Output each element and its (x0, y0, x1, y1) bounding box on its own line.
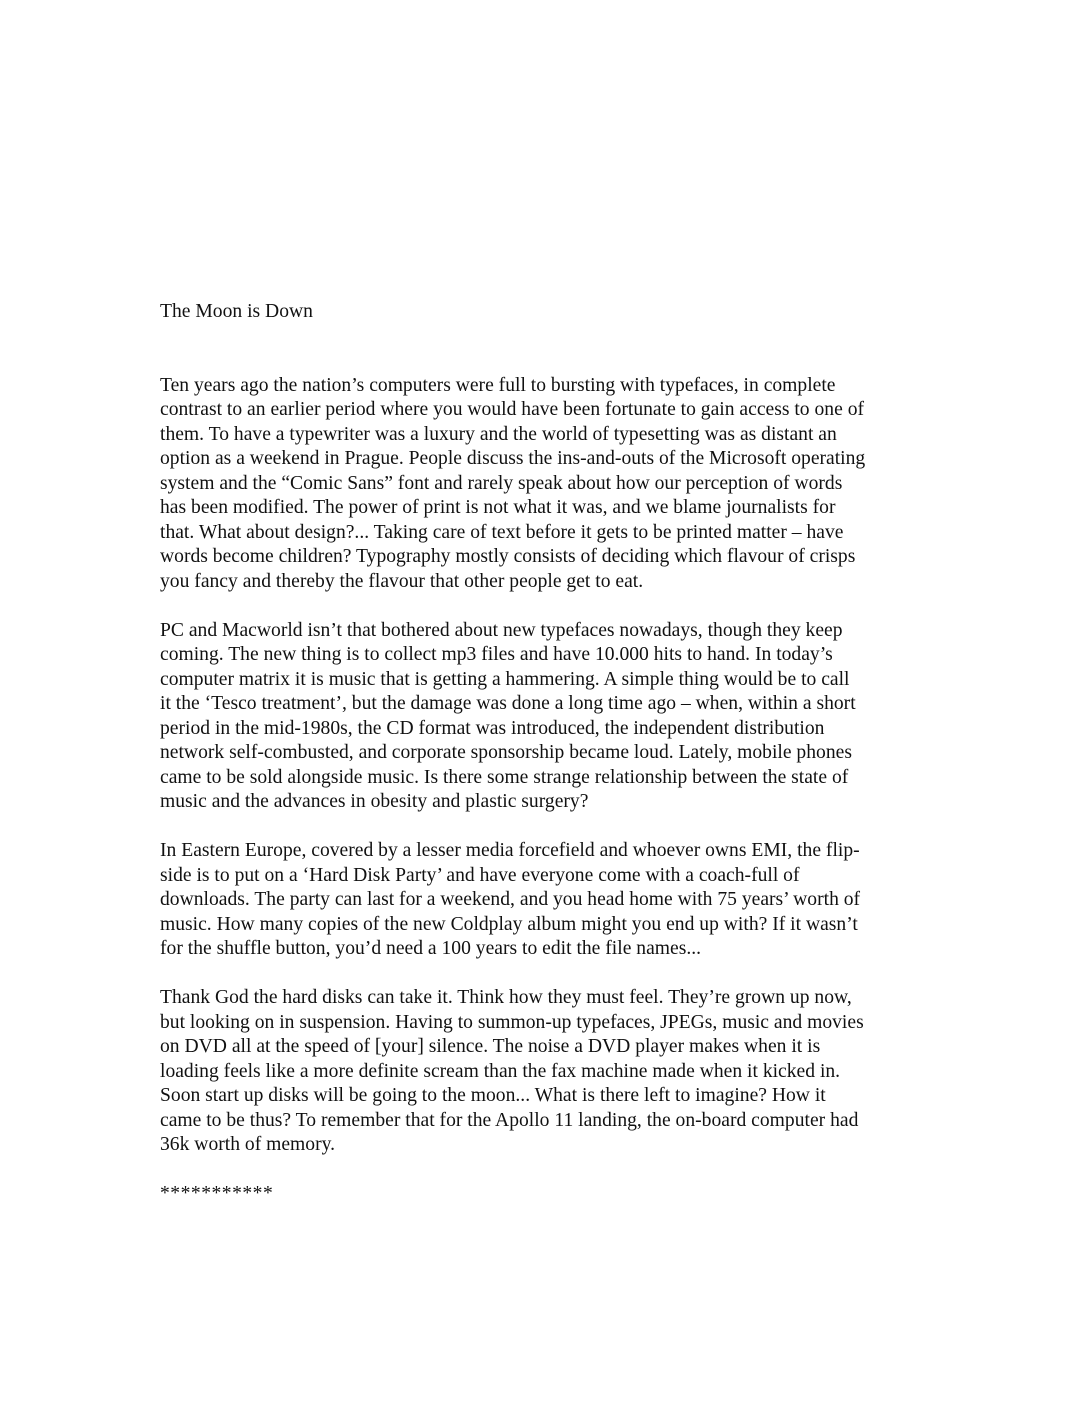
spacer (160, 325, 940, 374)
text-line: Thank God the hard disks can take it. Think how they must feel. They’re grown up now, (160, 987, 852, 1008)
text-line: downloads. The party can last for a weekend, and you head home with 75 years’ worth of (160, 889, 861, 910)
document-title: The Moon is Down (160, 301, 313, 322)
spacer (160, 815, 940, 840)
text-line: contrast to an earlier period where you would have been fortunate to gain access to one of (160, 399, 865, 420)
document-body (160, 300, 940, 1207)
text-line: side is to put on a ‘Hard Disk Party’ and have everyone come with a coach-full of (160, 864, 800, 886)
text-line: for the shuffle button, you’d need a 100 years to edit the file names... (160, 938, 702, 959)
text-line: words become children? Typography mostly consists of deciding which flavour of crisps (160, 546, 856, 567)
text-line: coming. The new thing is to collect mp3 files and have 10.000 hits to hand. In today’s (160, 644, 833, 665)
text-line: period in the mid-1980s, the CD format was introduced, the independent distribution (160, 717, 825, 739)
paragraph-3 (160, 839, 940, 962)
text-line: that. What about design?... Taking care of text before it gets to be printed matter – have (160, 521, 844, 543)
text-line: PC and Macworld isn’t that bothered about new typefaces nowadays, though they keep (160, 619, 843, 641)
text-line: them. To have a typewriter was a luxury and the world of typesetting was as distant an (160, 423, 837, 445)
text-line: you fancy and thereby the flavour that other people get to eat. (160, 570, 644, 592)
section-separator: *********** (160, 1183, 274, 1204)
text-line: option as a weekend in Prague. People discuss the ins-and-outs of the Microsoft operating (160, 448, 866, 469)
text-line: In Eastern Europe, covered by a lesser media forcefield and whoever owns EMI, the flip- (160, 840, 860, 861)
paragraph-4 (160, 986, 940, 1158)
spacer (160, 1158, 940, 1183)
text-line: came to be sold alongside music. Is there some strange relationship between the state of (160, 766, 849, 788)
text-line: computer matrix it is music that is getting a hammering. A simple thing would be to call (160, 668, 850, 690)
text-line: on DVD all at the speed of [your] silence. The noise a DVD player makes when it is (160, 1036, 821, 1057)
text-line: loading feels like a more definite scream than the fax machine made when it kicked in. (160, 1060, 841, 1082)
text-line: music. How many copies of the new Coldplay album might you end up with? If it wasn’t (160, 913, 858, 935)
paragraph-1 (160, 374, 940, 595)
text-line: network self-combusted, and corporate sponsorship became loud. Lately, mobile phones (160, 742, 852, 763)
paragraph-2 (160, 619, 940, 815)
spacer (160, 962, 940, 987)
spacer (160, 594, 940, 619)
text-line: came to be thus? To remember that for the Apollo 11 landing, the on-board computer had (160, 1109, 859, 1131)
text-line: but looking on in suspension. Having to summon-up typefaces, JPEGs, music and movies (160, 1011, 864, 1033)
text-line: it the ‘Tesco treatment’, but the damage was done a long time ago – when, within a short (160, 693, 856, 714)
text-line: has been modified. The power of print is not what it was, and we blame journalists for (160, 497, 836, 518)
text-line: system and the “Comic Sans” font and rarely speak about how our perception of words (160, 472, 843, 494)
text-line: Ten years ago the nation’s computers were full to bursting with typefaces, in complete (160, 374, 836, 396)
text-line: Soon start up disks will be going to the moon... What is there left to imagine? How it (160, 1085, 826, 1106)
text-line: 36k worth of memory. (160, 1134, 336, 1155)
text-line: music and the advances in obesity and plastic surgery? (160, 791, 589, 812)
